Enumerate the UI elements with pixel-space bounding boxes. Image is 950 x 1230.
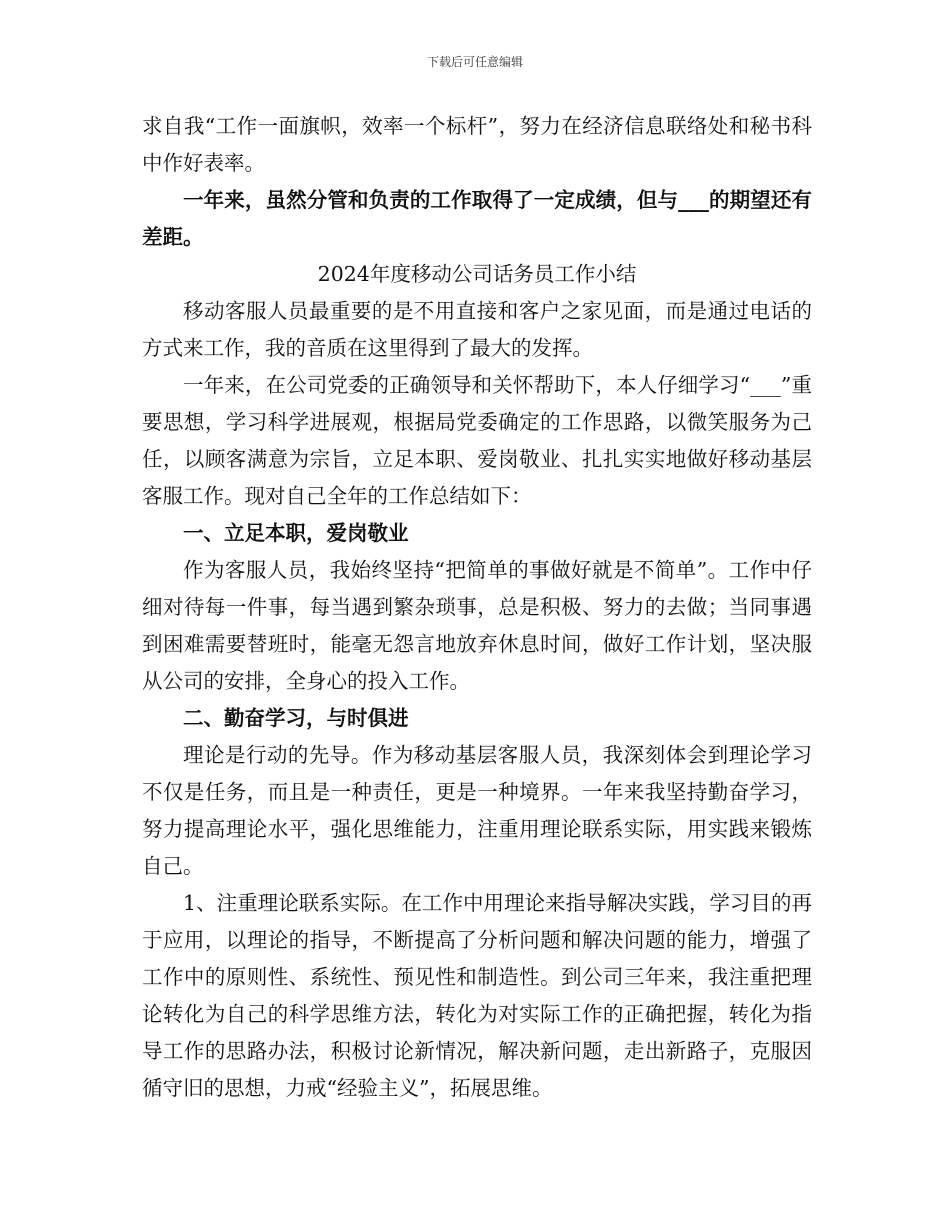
paragraph-body: 1、注重理论联系实际。在工作中用理论来指导解决实践，学习目的再于应用，以理论的指导，不断提高了分析问题和解决问题的能力，增强了工作中的原则性、系统性、预见性和制造性。到公司三年来，我注重把理论转化为自己的科学思维方法，转化为对实际工作的正确把握，转化为指导工作的思路办法，积极讨论新情况，解决新问题，走出新路子，克服因循守旧的思想，力戒“经验主义”，拓展思维。 <box>142 891 812 1100</box>
paragraph-body: 移动客服人员最重要的是不用直接和客户之家见面，而是通过电话的方式来工作，我的音质在这里得到了最大的发挥。 <box>142 299 812 360</box>
page-header: 下载后可任意编辑 <box>426 55 523 69</box>
section-heading-2: 二、勤奋学习，与时俱进 <box>183 706 409 730</box>
section-heading-1: 一、立足本职，爱岗敬业 <box>183 521 409 545</box>
paragraph-intro: 求自我“工作一面旗帜，效率一个标杆”，努力在经济信息联络处和秘书科中作好表率。 <box>142 114 812 175</box>
paragraph-body: 一年来，在公司党委的正确领导和关怀帮助下，本人仔细学习“___”重要思想，学习科学进展观，根据局党委确定的工作思路，以微笑服务为己任，以顾客满意为宗旨，立足本职、爱岗敬业、扎扎实实地做好移动基层客服工作。现对自己全年的工作总结如下： <box>142 373 812 508</box>
document-body <box>142 108 812 1107</box>
paragraph-body: 理论是行动的先导。作为移动基层客服人员，我深刻体会到理论学习不仅是任务，而且是一种责任，更是一种境界。一年来我坚持勤奋学习，努力提高理论水平，强化思维能力，注重用理论联系实际，用实践来锻炼自己。 <box>142 743 812 878</box>
paragraph-bold-summary: 一年来，虽然分管和负责的工作取得了一定成绩，但与___的期望还有差距。 <box>142 188 812 249</box>
document-title: 2024年度移动公司话务员工作小结 <box>317 262 637 286</box>
paragraph-body: 作为客服人员，我始终坚持“把简单的事做好就是不简单”。工作中仔细对待每一件事，每当遇到繁杂琐事，总是积极、努力的去做；当同事遇到困难需要替班时，能毫无怨言地放弃休息时间，做好工作计划，坚决服从公司的安排，全身心的投入工作。 <box>142 558 812 693</box>
